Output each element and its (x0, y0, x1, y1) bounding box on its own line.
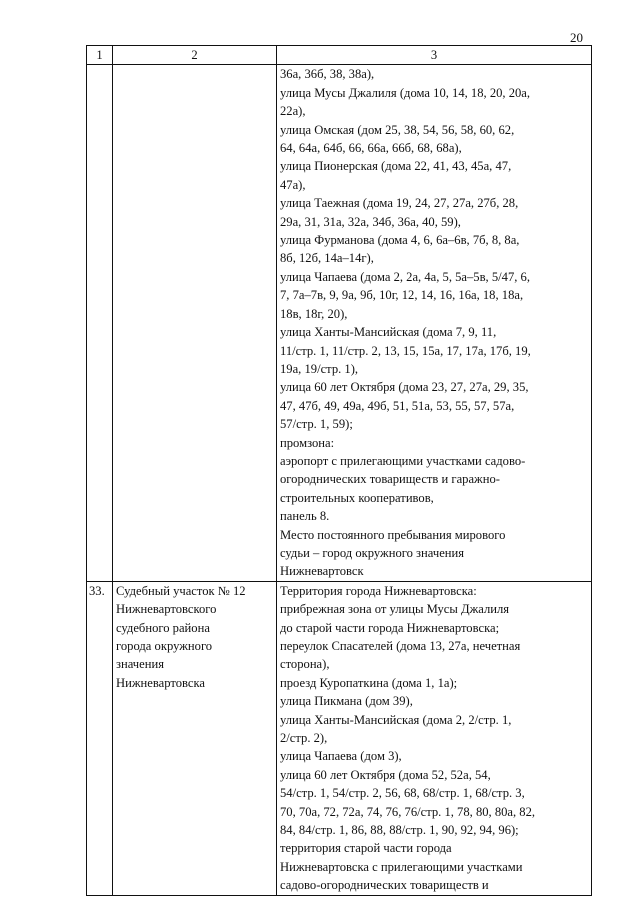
text-line: улица Чапаева (дом 3), (280, 749, 402, 764)
text-line: Нижневартовска (116, 675, 205, 690)
district-name-cell (113, 581, 277, 895)
header-col-2: 2 (113, 46, 277, 65)
text-line: прибрежная зона от улицы Мусы Джалиля (280, 602, 510, 617)
text-line: 47а), (280, 177, 306, 192)
text-line: 29а, 31, 31а, 32а, 34б, 36а, 40, 59), (280, 214, 461, 229)
text-line: улица 60 лет Октября (дома 23, 27, 27а, 29, 35, (280, 380, 529, 395)
text-line: строительных кооперативов, (280, 490, 434, 505)
district-territory-text (280, 582, 588, 895)
text-line: улица Таежная (дома 19, 24, 27, 27а, 27б, 28, (280, 196, 519, 211)
text-line: улица Мусы Джалиля (дома 10, 14, 18, 20, 20а, (280, 85, 531, 100)
header-col-3: 3 (277, 46, 592, 65)
district-territory-cell (277, 581, 592, 895)
continuation-name-cell (113, 65, 277, 581)
text-line: 22а), (280, 104, 306, 119)
text-line: Нижневартовского (116, 602, 217, 617)
text-line: 8б, 12б, 14а–14г), (280, 251, 374, 266)
text-line: панель 8. (280, 509, 330, 524)
text-line: Нижневартовска с прилегающими участками (280, 859, 523, 874)
text-line: 7, 7а–7в, 9, 9а, 9б, 10г, 12, 14, 16, 16а, 18, 18а, (280, 288, 524, 303)
territory-text-continuation (280, 65, 588, 580)
text-line: садово-огороднических товариществ и (280, 878, 489, 893)
text-line: огороднических товариществ и гаражно- (280, 472, 500, 487)
text-line: улица Ханты-Мансийская (дома 7, 9, 11, (280, 325, 497, 340)
court-districts-table (86, 45, 592, 896)
table-row-33 (87, 581, 592, 895)
text-line: сторона), (280, 657, 330, 672)
text-line: города окружного (116, 639, 213, 653)
text-line: улица Пионерская (дома 22, 41, 43, 45а, 47, (280, 159, 512, 174)
text-line: судьи – город окружного значения (280, 545, 465, 560)
row-number-33: 33. (87, 581, 113, 895)
text-line: 54/стр. 1, 54/стр. 2, 56, 68, 68/стр. 1, 68/стр. 3, (280, 786, 525, 801)
text-line: Территория города Нижневартовска: (280, 583, 477, 598)
text-line: 19а, 19/стр. 1), (280, 361, 359, 376)
continuation-number-cell (87, 65, 113, 581)
text-line: 57/стр. 1, 59); (280, 417, 353, 432)
text-line: улица Ханты-Мансийская (дома 2, 2/стр. 1, (280, 712, 512, 727)
text-line: 47, 47б, 49, 49а, 49б, 51, 51а, 53, 55, 57, 57а, (280, 398, 515, 413)
page-number: 20 (570, 30, 583, 45)
text-line: улица Чапаева (дома 2, 2а, 4а, 5, 5а–5в, 5/47, 6, (280, 269, 530, 284)
text-line: 2/стр. 2), (280, 731, 328, 746)
text-line: 84, 84/стр. 1, 86, 88, 88/стр. 1, 90, 92, 94, 96); (280, 823, 519, 838)
text-line: Место постоянного пребывания мирового (280, 527, 506, 542)
text-line: промзона: (280, 435, 335, 450)
text-line: судебного района (116, 620, 210, 635)
text-line: проезд Куропаткина (дома 1, 1а); (280, 675, 458, 690)
text-line: значения (116, 657, 164, 672)
text-line: 18в, 18г, 20), (280, 306, 348, 321)
text-line: переулок Спасателей (дома 13, 27а, нечетная (280, 639, 521, 653)
text-line: улица 60 лет Октября (дома 52, 52а, 54, (280, 767, 491, 782)
text-line: до старой части города Нижневартовска; (280, 620, 500, 635)
table-row-continuation (87, 65, 592, 581)
text-line: Судебный участок № 12 (116, 583, 246, 598)
text-line: улица Омская (дом 25, 38, 54, 56, 58, 60, 62, (280, 122, 515, 137)
text-line: аэропорт с прилегающими участками садово- (280, 453, 526, 468)
text-line: улица Фурманова (дома 4, 6, 6а–6в, 7б, 8, 8а, (280, 233, 520, 248)
table-header-row (87, 46, 592, 65)
district-name-text (116, 582, 273, 692)
text-line: 64, 64а, 64б, 66, 66а, 66б, 68, 68а), (280, 141, 462, 156)
text-line: улица Пикмана (дом 39), (280, 694, 413, 709)
text-line: Нижневартовск (280, 564, 364, 579)
text-line: территория старой части города (280, 841, 452, 856)
text-line: 70, 70а, 72, 72а, 74, 76, 76/стр. 1, 78, 80, 80а, 82, (280, 804, 536, 819)
text-line: 36а, 36б, 38, 38а), (280, 67, 375, 82)
header-col-1: 1 (87, 46, 113, 65)
text-line: 11/стр. 1, 11/стр. 2, 13, 15, 15а, 17, 17а, 17б, 19, (280, 343, 531, 358)
continuation-territory-cell (277, 65, 592, 581)
